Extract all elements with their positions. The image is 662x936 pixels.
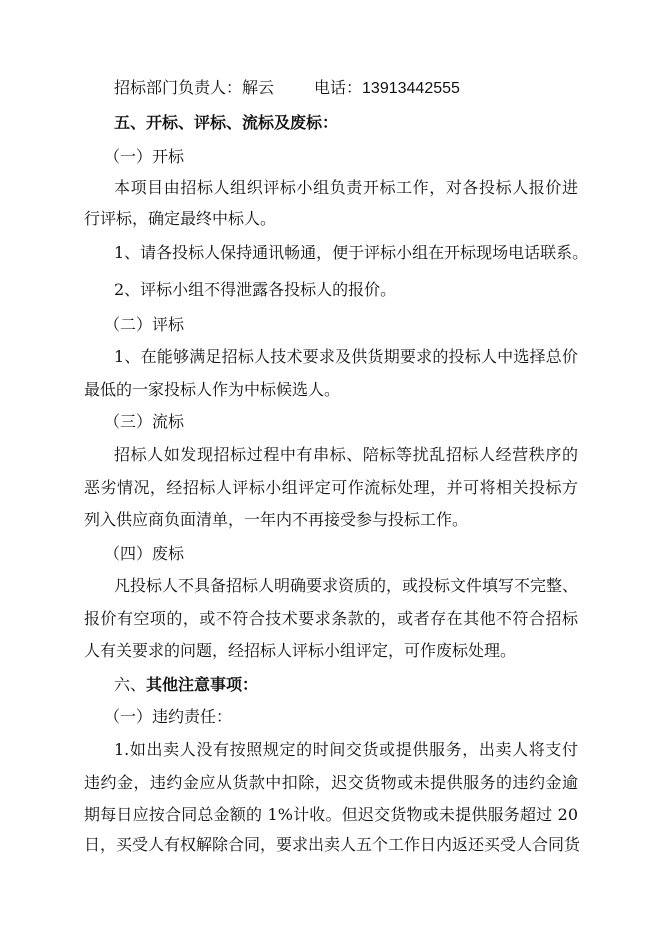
breach-para-line: 1.如出卖人没有按照规定的时间交货或提供服务，出卖人将支付 <box>114 740 578 759</box>
failed-para-line: 招标人如发现招标过程中有串标、陪标等扰乱招标人经营秩序的 <box>114 445 578 464</box>
breach-para-line: 违约金，违约金应从货款中扣除，迟交货物或未提供服务的违约金逾 <box>84 773 578 792</box>
contact-person: 招标部门负责人：解云 <box>114 78 275 97</box>
breach-para-line: 期每日应按合同总金额的 1%计收。但迟交货物或未提供服务超过 20 <box>84 805 578 824</box>
section-6-heading <box>114 675 578 695</box>
phone-label: 电话： <box>314 78 363 97</box>
invalid-title: （四）废标 <box>104 544 185 563</box>
opening-item-2: 2、评标小组不得泄露各投标人的报价。 <box>114 280 397 299</box>
opening-para-line: 行评标，确定最终中标人。 <box>84 209 277 228</box>
opening-para-line: 本项目由招标人组织评标小组负责开标工作，对各投标人报价进 <box>114 178 578 197</box>
failed-para-line: 恶劣情况，经招标人评标小组评定可作流标处理，并可将相关投标方 <box>84 478 578 497</box>
section-6-prefix: 六、 <box>114 675 147 694</box>
phone-number: 13913442555 <box>362 80 460 97</box>
invalid-para-line: 报价有空项的，或不符合技术要求条款的，或者存在其他不符合招标 <box>84 609 578 628</box>
opening-item-1: 1、请各投标人保持通讯畅通，便于评标小组在开标现场电话联系。 <box>114 243 589 262</box>
section-6-title: 其他注意事项： <box>146 675 259 694</box>
contact-line <box>114 78 578 98</box>
failed-para-line: 列入供应商负面清单，一年内不再接受参与投标工作。 <box>84 510 469 529</box>
opening-title: （一）开标 <box>104 147 185 166</box>
invalid-para-line: 人有关要求的问题，经招标人评标小组评定，可作废标处理。 <box>84 641 517 660</box>
evaluation-item-line: 最低的一家投标人作为中标候选人。 <box>84 380 341 399</box>
evaluation-item-line: 1、在能够满足招标人技术要求及供货期要求的投标人中选择总价 <box>114 347 578 366</box>
invalid-para-line: 凡投标人不具备招标人明确要求资质的，或投标文件填写不完整、 <box>114 576 579 595</box>
breach-para-line: 日，买受人有权解除合同，要求出卖人五个工作日内返还买受人合同货 <box>84 835 581 854</box>
breach-title: （一）违约责任： <box>104 707 233 726</box>
failed-title: （三）流标 <box>104 412 185 431</box>
evaluation-title: （二）评标 <box>104 315 185 334</box>
section-5-heading: 五、开标、评标、流标及废标： <box>114 113 339 132</box>
